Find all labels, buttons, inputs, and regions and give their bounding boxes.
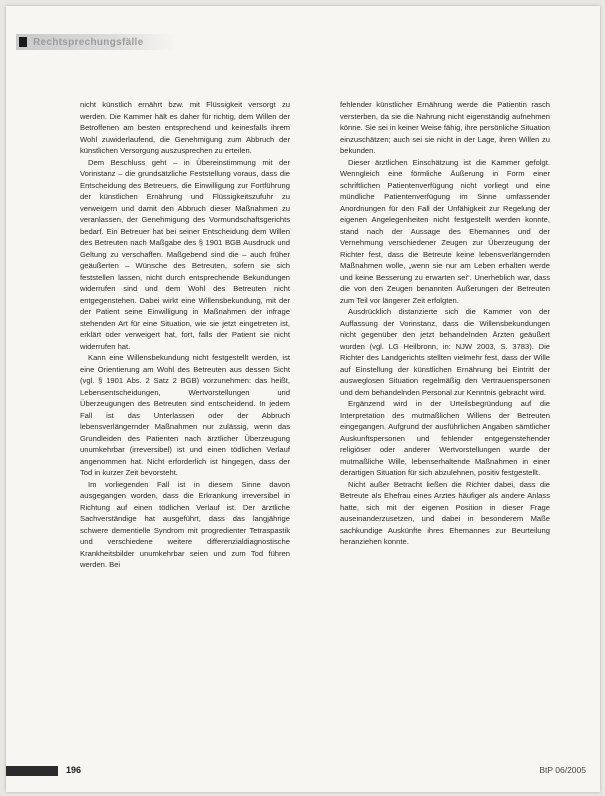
issue-label: BtP 06/2005 — [539, 765, 586, 775]
section-header — [16, 34, 176, 50]
paragraph: nicht künstlich ernährt bzw. mit Flüssigkeit versorgt zu werden. Die Kammer hält es daher für richtig, dem Willen der Betroffenen am besten entsprechend und keinesfalls ihrem Wohl zuwiderlaufend, die Genehmigung zum Abbruch der künstlichen Versorgung auszusprechen zu erteilen. — [80, 100, 290, 155]
paragraph: Dem Beschluss geht – in Übereinstimmung mit der Vorinstanz – die grundsätzliche Feststellung voraus, dass die Entscheidung des Betreuers, die Einwilligung zur Fortführung der künstlichen Ernährung und Flüssigkeitszufuhr zu verweigern und damit den Abbruch dieser Maßnahmen zu veranlassen, der Genehmigung des Vormundschaftsgerichts bedarf. Ein Betreuer hat bei seiner Entscheidung dem Willen des Betreuten nach Maßgabe des § 1901 BGB Ausdruck und Geltung zu verschaffen. Maßgebend sind die – auch früher geäußerten – Wünsche des Betreuten, sofern sie sich feststellen lassen, nicht durch entsprechende Bekundungen widerrufen sind und dem Wohl des Betreuten nicht entgegenstehen. Dabei wirkt eine Willensbekundung, mit der der Patient seine Einwilligung in Maßnahmen der infrage stehenden Art für eine Situation, wie sie jetzt eingetreten ist, erklärt oder verweigert hat, fort, falls der Patient sie nicht widerrufen hat. — [80, 157, 290, 351]
paragraph: Ausdrücklich distanzierte sich die Kammer von der Auffassung der Vorinstanz, dass die Willensbekundungen nicht gegenüber den jetzt behandelnden Ärzten geäußert wurden (vgl. LG Heilbronn, in: NJW 2003, S. 3783). Die Richter des Landgerichts stellten vielmehr fest, dass der Wille auf Einstellung der künstlichen Ernährung bei Eintritt der ausweglosen Situation regelmäßig den Vertrauenspersonen und dem behandelnden Personal zur Kenntnis gebracht wird. — [340, 307, 550, 397]
right-text-column — [340, 99, 550, 548]
paragraph: Ergänzend wird in der Urteilsbegründung auf die Interpretation des mutmaßlichen Willens der Betreuten eingegangen. Aufgrund der ausführlichen Angaben sämtlicher Auskunftspersonen und fehlender entgegenstehender religiöser oder anderer Wertvorstellungen wurde der mutmaßliche Wille, lebenserhaltende Maßnahmen in einer derartigen Situation für sich abzulehnen, positiv festgestellt. — [340, 399, 550, 477]
section-title: Rechtsprechungsfälle — [33, 36, 144, 48]
paragraph: Im vorliegenden Fall ist in diesem Sinne davon ausgegangen worden, dass die Erkrankung irreversibel in Richtung auf einen tödlichen Verlauf ist. Der ärztliche Sachverständige hat ausgeführt, dass das langjährige schwere dementielle Syndrom mit progredienter Tetraspastik und verschiedene weitere differenzialdiagnostische Krankheitsbilder unumkehrbar seien und zum Tod führen werden. Bei — [80, 479, 290, 569]
paragraph: Kann eine Willensbekundung nicht festgestellt werden, ist eine Orientierung am Wohl des Betreuten aus dessen Sicht (vgl. § 1901 Abs. 2 Satz 2 BGB) vorzunehmen: das heißt, Lebensentscheidungen, Wertvorstellungen und Überzeugungen des Betreuten sind entscheidend. In jedem Fall ist das Unterlassen oder der Abbruch lebensverlängernder Maßnahmen nur zulässig, wenn das Grundleiden des Patienten nach ärztlicher Überzeugung unumkehrbar (irreversibel) ist und einen tödlichen Verlauf angenommen hat. Nicht erforderlich ist hingegen, dass der Tod in kurzer Zeit bevorsteht. — [80, 353, 290, 477]
left-text-column — [80, 99, 290, 571]
paragraph: Nicht außer Betracht ließen die Richter dabei, dass die Betreute als Ehefrau eines Arztes häufiger als andere Anlass hatte, sich mit der eigenen Position in dieser Frage auseinanderzusetzen, und dabei in besonderem Maße sachkundige Auskünfte ihres Ehemannes zur Beurteilung heranziehen konnte. — [340, 479, 550, 546]
page-number: 196 — [66, 765, 82, 775]
paragraph: Dieser ärztlichen Einschätzung ist die Kammer gefolgt. Wenngleich eine förmliche Äußerung in Form einer schriftlichen Patientenverfügung nicht vorliegt und eine mündliche Patientenverfügung im Sinne umfassender Anordnungen für den Fall der Unfähigkeit zur Regelung der eigenen Angelegenheiten nicht festgestellt werden konnte, stand nach der Aussage des Ehemannes und der Vernehmung verschiedener Zeugen zur Überzeugung der Richter fest, dass die Betreute keine lebensverlängernden Maßnahmen wolle, „wenn sie nur am Leben erhalten werde und keine Besserung zu erwarten sei“. Unerheblich war, dass die von den Zeugen benannten Äußerungen der Betreuten zum Teil vor längerer Zeit erfolgten. — [340, 157, 550, 305]
document-page — [6, 6, 600, 792]
paragraph: fehlender künstlicher Ernährung werde die Patientin rasch versterben, da sie die Nahrung nicht eigenständig aufnehmen könne. Sie sei in keiner Weise fähig, ihre persönliche Situation einzuschätzen; auch sei sie nicht in der Lage, ihren Willen zu bekunden. — [340, 100, 550, 155]
footer-bar — [6, 766, 58, 776]
header-square-marker — [19, 37, 27, 47]
